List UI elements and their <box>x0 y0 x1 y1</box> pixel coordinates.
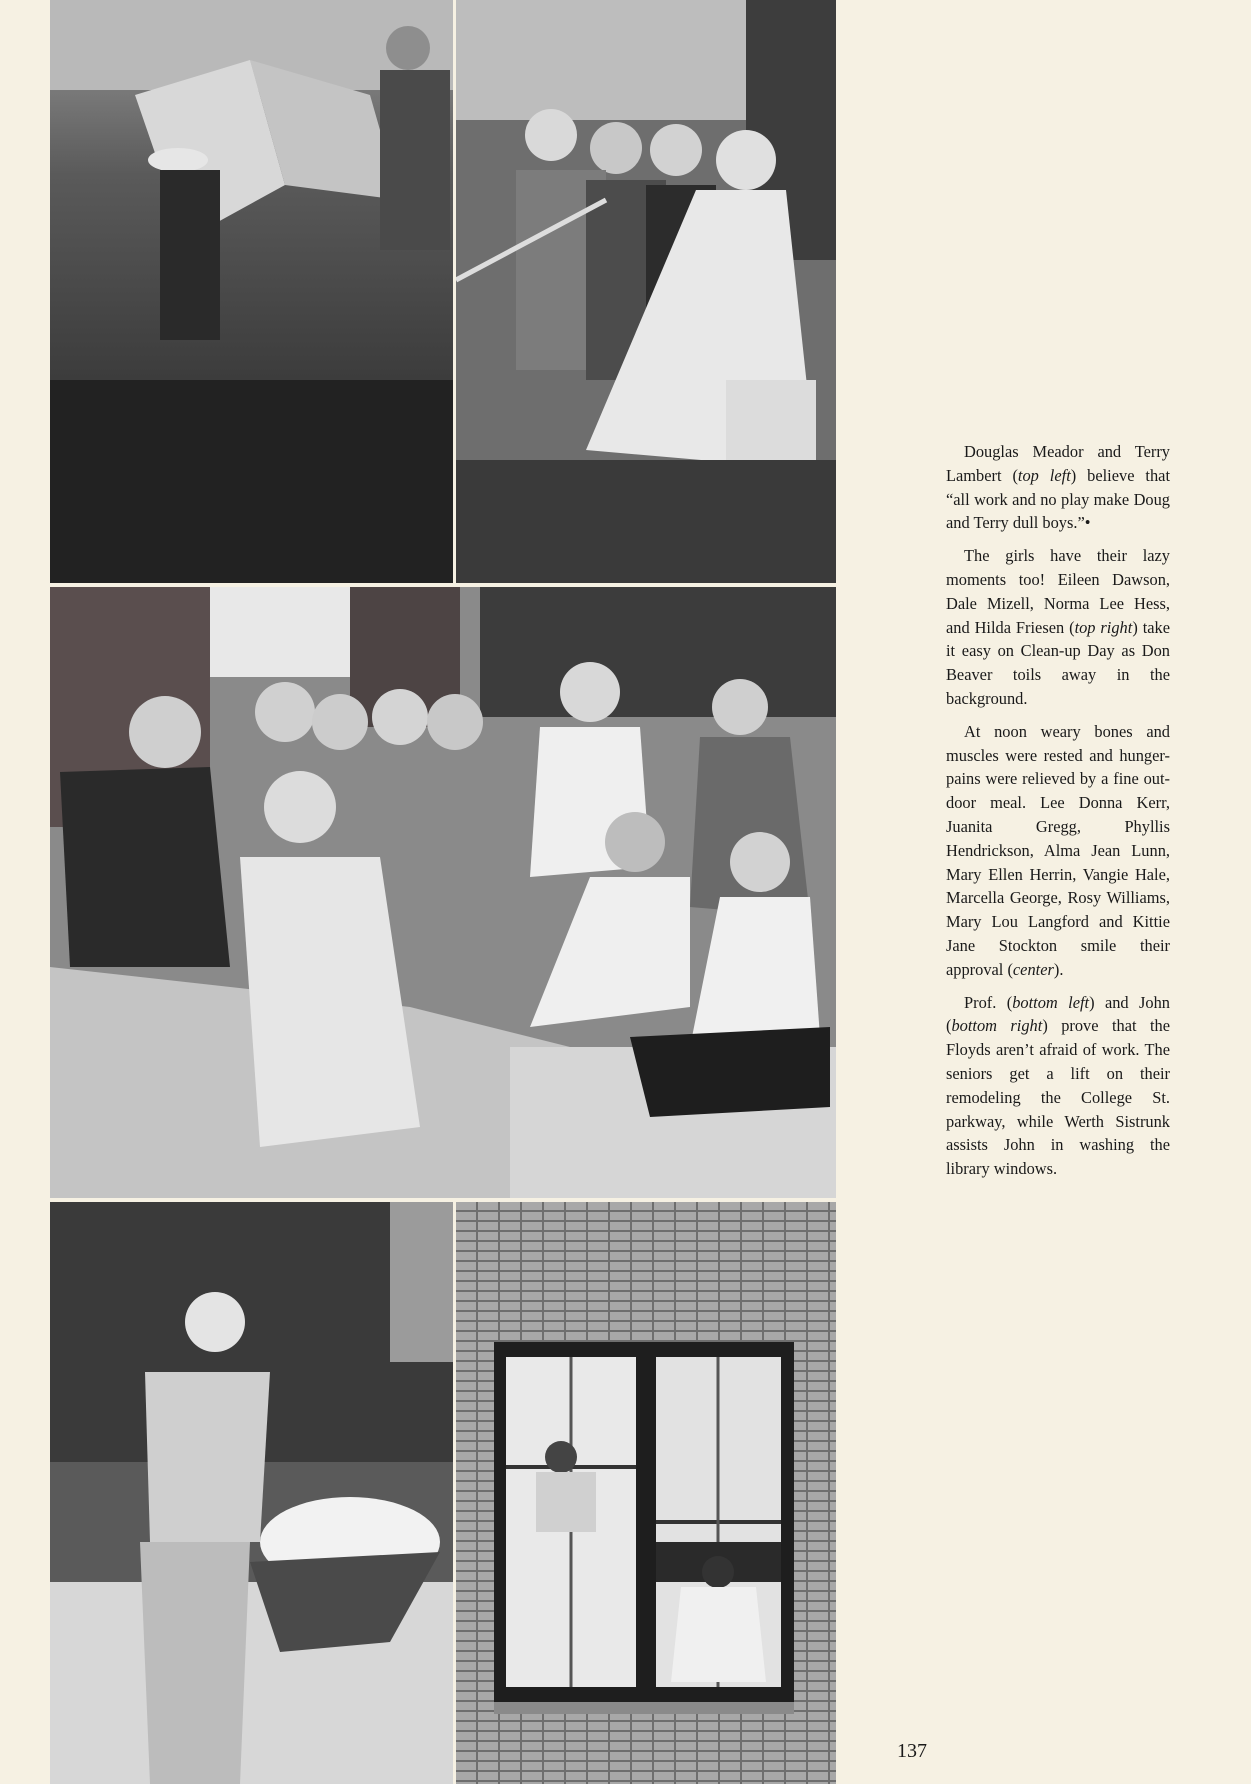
photo-bottom-right <box>456 1202 836 1784</box>
caption-top-left: Douglas Meador and Terry Lambert (top left) believe that “all work and no play make Doug and Terry dull boys.”• <box>946 442 1170 533</box>
photo-top-right <box>456 0 836 583</box>
caption-center: At noon weary bones and muscles were rested and hunger-pains were relieved by a fine out-door meal. Lee Donna Kerr, Juanita Gregg, Phyllis Hendrickson, Alma Jean Lunn, Mary Ellen Herrin, Vangie Hale, Marcella George, Rosy Williams, Mary Lou Langford and Kittie Jane Stockton smile their approval (center). <box>946 721 1170 979</box>
photo-center <box>50 587 836 1198</box>
photo-bottom-left <box>50 1202 453 1784</box>
page-number: 137 <box>897 1740 927 1762</box>
caption-top-right: The girls have their lazy moments too! Eileen Dawson, Dale Mizell, Norma Lee Hess, and Hilda Friesen (top right) take it easy on Clean-up Day as Don Beaver toils away in the background. <box>946 546 1170 708</box>
caption-column <box>946 440 1170 1190</box>
caption-bottom: Prof. (bottom left) and John (bottom right) prove that the Floyds aren’t afraid of work. The seniors get a lift on their remodeling the College St. parkway, while Werth Sistrunk assists John in washing the library windows. <box>946 992 1170 1179</box>
photo-top-left <box>50 0 453 583</box>
